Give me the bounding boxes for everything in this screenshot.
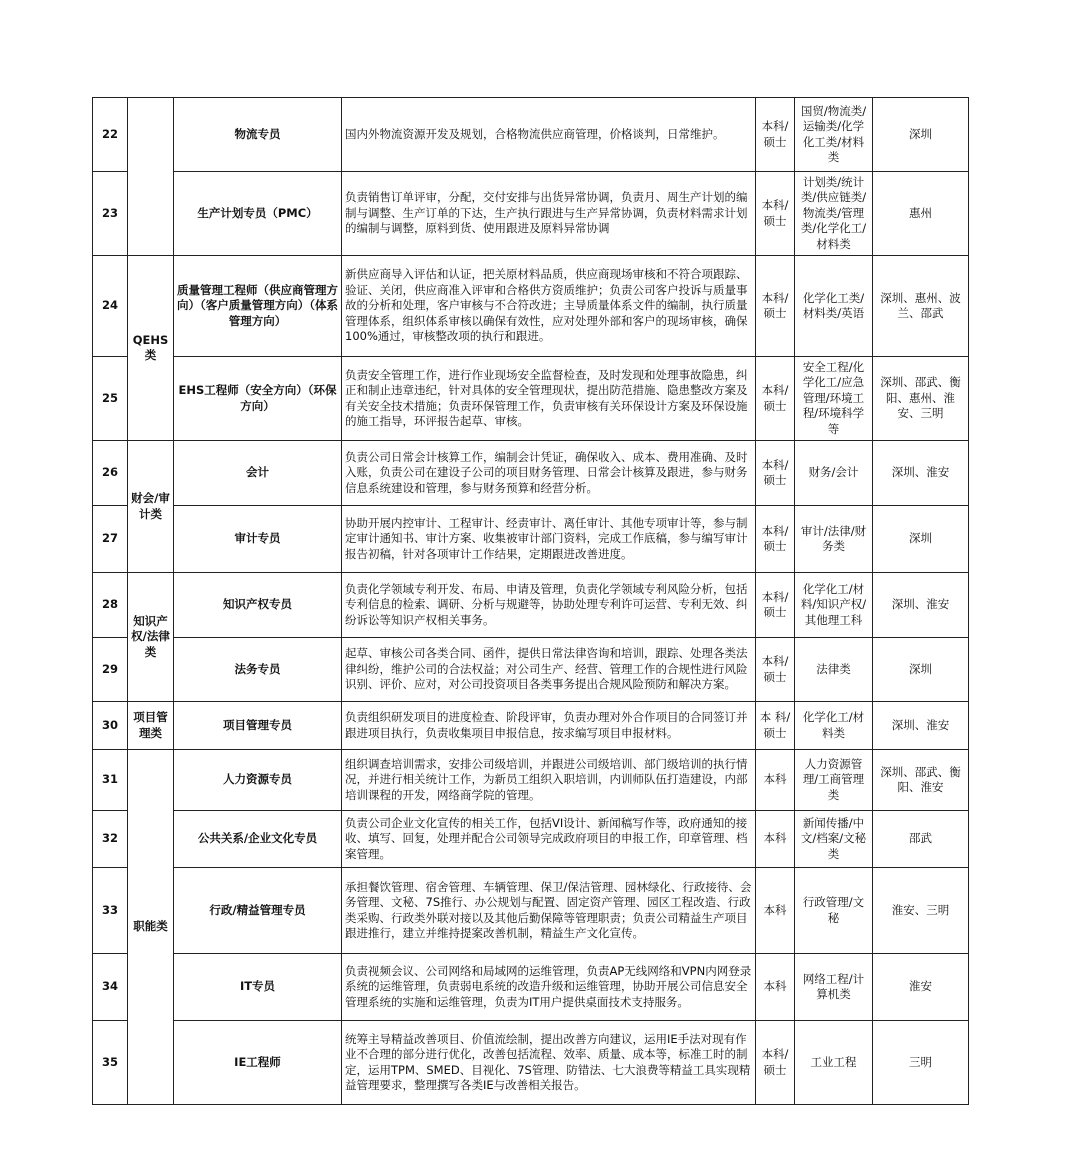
education-cell: 本科/硕士 <box>756 1021 795 1105</box>
description-cell: 负责视频会议、公司网络和局域网的运维管理，负责AP无线网络和VPN内网登录系统的运维管理，负责弱电系统的改造升级和运维管理，协助开展公司信息安全管理系统的实施和运维管理，负责为IT用户提供桌面技术支持服务。 <box>342 954 756 1021</box>
row-number: 24 <box>93 256 128 357</box>
position-cell: 物流专员 <box>174 98 342 172</box>
education-cell: 本科/硕士 <box>756 441 795 506</box>
row-number: 34 <box>93 954 128 1021</box>
table-row <box>93 98 969 172</box>
table-row <box>93 868 969 954</box>
education-cell: 本科/硕士 <box>756 357 795 441</box>
location-cell: 惠州 <box>873 172 969 256</box>
education-cell: 本科/硕士 <box>756 573 795 638</box>
description-cell: 负责化学领域专利开发、布局、申请及管理，负责化学领域专利风险分析，包括专利信息的检索、调研、分析与规避等，协助处理专利许可运营、专利无效、纠纷诉讼等知识产权相关事务。 <box>342 573 756 638</box>
description-cell: 承担餐饮管理、宿舍管理、车辆管理、保卫/保洁管理、园林绿化、行政接待、会务管理、文秘、7S推行、办公规划与配置、固定资产管理、园区工程改造、行政类采购、行政类外联对接以及其他后勤保障等管理职责；负责公司精益生产项目跟进推行，建立并维持提案改善机制，精益生产文化宣传。 <box>342 868 756 954</box>
row-number: 35 <box>93 1021 128 1105</box>
education-cell: 本 科/硕士 <box>756 702 795 750</box>
row-number: 28 <box>93 573 128 638</box>
table-row <box>93 750 969 811</box>
location-cell: 深圳、邵武、衡阳、惠州、淮安、三明 <box>873 357 969 441</box>
row-number: 25 <box>93 357 128 441</box>
description-cell: 组织调查培训需求，安排公司级培训，并跟进公司级培训、部门级培训的执行情况，并进行相关统计工作，为新员工组织入职培训，内训师队伍打造建设，内部培训课程的开发，网络商学院的管理。 <box>342 750 756 811</box>
position-cell: 行政/精益管理专员 <box>174 868 342 954</box>
row-number: 33 <box>93 868 128 954</box>
table-row <box>93 702 969 750</box>
table-row <box>93 357 969 441</box>
major-cell: 人力资源管理/工商管理类 <box>795 750 873 811</box>
location-cell: 深圳、淮安 <box>873 573 969 638</box>
job-table <box>92 97 969 1105</box>
row-number: 29 <box>93 638 128 702</box>
position-cell: 会计 <box>174 441 342 506</box>
location-cell: 深圳 <box>873 638 969 702</box>
position-cell: 审计专员 <box>174 506 342 573</box>
education-cell: 本科/硕士 <box>756 98 795 172</box>
position-cell: 公共关系/企业文化专员 <box>174 811 342 868</box>
description-cell: 协助开展内控审计、工程审计、经责审计、离任审计、其他专项审计等，参与制定审计通知书、审计方案、收集被审计部门资料，完成工作底稿，参与编写审计报告初稿，针对各项审计工作结果，定期跟进改善进度。 <box>342 506 756 573</box>
table-row <box>93 256 969 357</box>
major-cell: 新闻传播/中文/档案/文秘类 <box>795 811 873 868</box>
location-cell: 邵武 <box>873 811 969 868</box>
description-cell: 负责公司日常会计核算工作，编制会计凭证，确保收入、成本、费用准确、及时入账，负责公司在建设子公司的项目财务管理、日常会计核算及跟进，参与财务信息系统建设和管理，参与财务预算和经营分析。 <box>342 441 756 506</box>
position-cell: EHS工程师（安全方向）（环保方向） <box>174 357 342 441</box>
row-number: 32 <box>93 811 128 868</box>
education-cell: 本科/硕士 <box>756 256 795 357</box>
education-cell: 本科/硕士 <box>756 172 795 256</box>
location-cell: 深圳、邵武、衡阳、淮安 <box>873 750 969 811</box>
location-cell: 深圳、惠州、波兰、邵武 <box>873 256 969 357</box>
location-cell: 深圳、淮安 <box>873 441 969 506</box>
table-row <box>93 441 969 506</box>
position-cell: 知识产权专员 <box>174 573 342 638</box>
description-cell: 统筹主导精益改善项目、价值流绘制，提出改善方向建议，运用IE手法对现有作业不合理的部分进行优化，改善包括流程、效率、质量、成本等，标准工时的制定，运用TPM、SMED、目视化、7S管理、防错法、七大浪费等精益工具实现精益管理要求，整理撰写各类IE与改善相关报告。 <box>342 1021 756 1105</box>
description-cell: 负责公司企业文化宣传的相关工作，包括VI设计、新闻稿写作等，政府通知的接收、填写、回复，处理并配合公司领导完成政府项目的申报工作，印章管理、档案管理。 <box>342 811 756 868</box>
table-row <box>93 811 969 868</box>
category-cell-qehs: QEHS类 <box>128 256 174 441</box>
row-number: 27 <box>93 506 128 573</box>
position-cell: 人力资源专员 <box>174 750 342 811</box>
category-cell-ip-legal: 知识产权/法律类 <box>128 573 174 702</box>
description-cell: 负责销售订单评审，分配，交付安排与出货异常协调，负责月、周生产计划的编制与调整、生产订单的下达，生产执行跟进与生产异常协调，负责材料需求计划的编制与调整，原料到货、使用跟进及原料异常协调 <box>342 172 756 256</box>
table-row <box>93 573 969 638</box>
location-cell: 深圳 <box>873 506 969 573</box>
row-number: 23 <box>93 172 128 256</box>
location-cell: 深圳、淮安 <box>873 702 969 750</box>
position-cell: 项目管理专员 <box>174 702 342 750</box>
table-row <box>93 172 969 256</box>
category-cell-project: 项目管理类 <box>128 702 174 750</box>
position-cell: IT专员 <box>174 954 342 1021</box>
category-cell-functional: 职能类 <box>128 750 174 1105</box>
table-row <box>93 1021 969 1105</box>
major-cell: 安全工程/化学化工/应急管理/环境工程/环境科学等 <box>795 357 873 441</box>
table-row <box>93 638 969 702</box>
description-cell: 负责组织研发项目的进度检查、阶段评审，负责办理对外合作项目的合同签订并跟进项目执行，负责收集项目申报信息，按求编写项目申报材料。 <box>342 702 756 750</box>
major-cell: 网络工程/计算机类 <box>795 954 873 1021</box>
location-cell: 淮安、三明 <box>873 868 969 954</box>
description-cell: 新供应商导入评估和认证，把关原材料品质，供应商现场审核和不符合项跟踪、验证、关闭，供应商准入评审和合格供方资质维护；负责公司客户投诉与质量事故的分析和处理，客户审核与不合符改进；主导质量体系文件的编制，执行质量管理体系，组织体系审核以确保有效性，应对处理外部和客户的现场审核，确保100%通过，审核整改项的执行和跟进。 <box>342 256 756 357</box>
major-cell: 财务/会计 <box>795 441 873 506</box>
table-row <box>93 954 969 1021</box>
major-cell: 化学化工类/材料类/英语 <box>795 256 873 357</box>
major-cell: 化学化工/材料类 <box>795 702 873 750</box>
major-cell: 审计/法律/财务类 <box>795 506 873 573</box>
education-cell: 本科 <box>756 868 795 954</box>
major-cell: 法律类 <box>795 638 873 702</box>
education-cell: 本科 <box>756 750 795 811</box>
row-number: 30 <box>93 702 128 750</box>
location-cell: 三明 <box>873 1021 969 1105</box>
major-cell: 行政管理/文秘 <box>795 868 873 954</box>
location-cell: 深圳 <box>873 98 969 172</box>
position-cell: IE工程师 <box>174 1021 342 1105</box>
position-cell: 法务专员 <box>174 638 342 702</box>
education-cell: 本科/硕士 <box>756 638 795 702</box>
major-cell: 计划类/统计类/供应链类/物流类/管理类/化学化工/材料类 <box>795 172 873 256</box>
category-cell-empty <box>128 98 174 256</box>
major-cell: 工业工程 <box>795 1021 873 1105</box>
description-cell: 负责安全管理工作，进行作业现场安全监督检查，及时发现和处理事故隐患，纠正和制止违章违纪，针对具体的安全管理现状，提出防范措施、隐患整改方案及有关安全技术措施；负责环保管理工作，负责审核有关环保设计方案及环保设施的施工指导，环评报告起草、审核。 <box>342 357 756 441</box>
major-cell: 国贸/物流类/运输类/化学化工类/材料类 <box>795 98 873 172</box>
position-cell: 生产计划专员（PMC） <box>174 172 342 256</box>
table-row <box>93 506 969 573</box>
row-number: 22 <box>93 98 128 172</box>
major-cell: 化学化工/材料/知识产权/其他理工科 <box>795 573 873 638</box>
position-cell: 质量管理工程师（供应商管理方向）（客户质量管理方向）（体系管理方向） <box>174 256 342 357</box>
education-cell: 本科 <box>756 811 795 868</box>
education-cell: 本科/硕士 <box>756 506 795 573</box>
description-cell: 国内外物流资源开发及规划，合格物流供应商管理，价格谈判，日常维护。 <box>342 98 756 172</box>
education-cell: 本科 <box>756 954 795 1021</box>
row-number: 26 <box>93 441 128 506</box>
description-cell: 起草、审核公司各类合同、函件，提供日常法律咨询和培训，跟踪、处理各类法律纠纷，维护公司的合法权益；对公司生产、经营、管理工作的合规性进行风险识别、评价、应对，对公司投资项目各类事务提出合规风险预防和解决方案。 <box>342 638 756 702</box>
location-cell: 淮安 <box>873 954 969 1021</box>
row-number: 31 <box>93 750 128 811</box>
category-cell-finance: 财会/审计类 <box>128 441 174 573</box>
